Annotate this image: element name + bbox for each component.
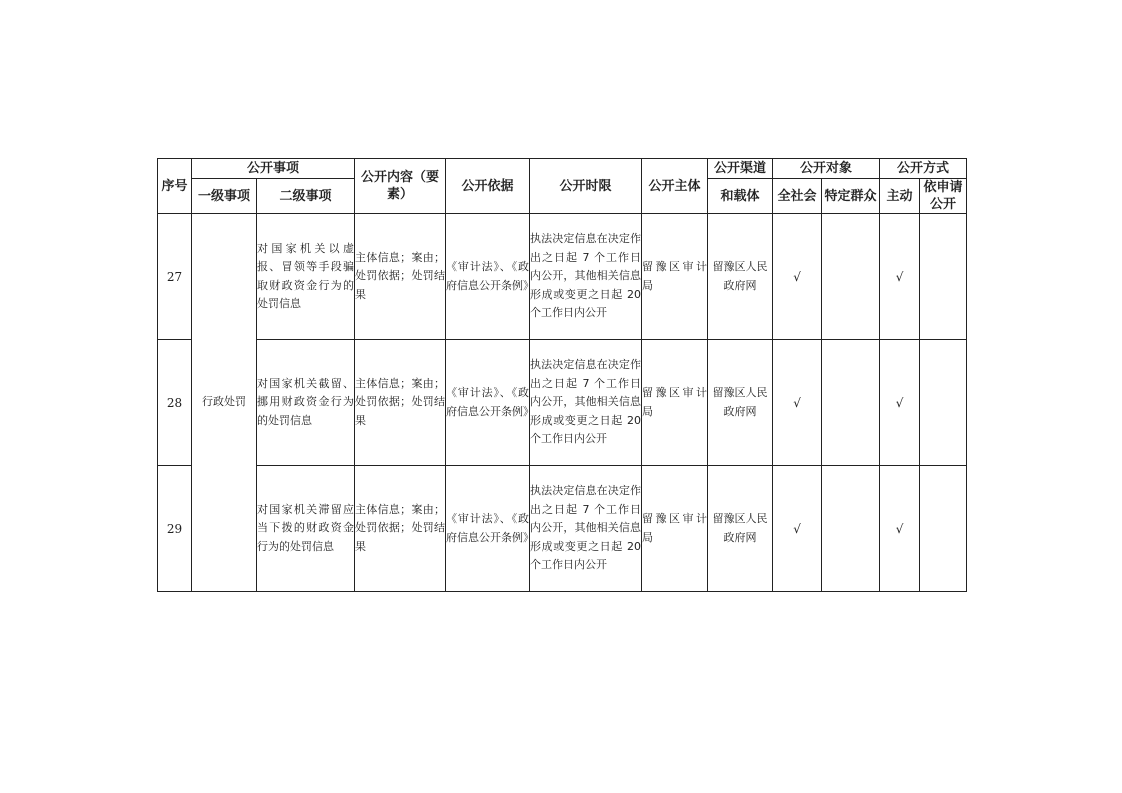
header-row-top <box>158 159 967 179</box>
row-channel: 留豫区人民政府网 <box>708 340 773 466</box>
row-audience-specific-check <box>822 340 880 466</box>
row-content: 主体信息；案由；处罚依据；处罚结果 <box>355 466 446 592</box>
row-level2: 对国家机关滞留应当下拨的财政资金行为的处罚信息 <box>257 466 355 592</box>
table-row <box>158 340 967 466</box>
row-channel: 留豫区人民政府网 <box>708 214 773 340</box>
row-basis: 《审计法》、《政府信息公开条例》 <box>446 214 530 340</box>
header-channel-bottom: 和载体 <box>708 179 773 214</box>
level1-item: 行政处罚 <box>192 214 257 592</box>
table-row <box>158 466 967 592</box>
row-audience-specific-check <box>822 466 880 592</box>
row-basis: 《审计法》、《政府信息公开条例》 <box>446 466 530 592</box>
table-row <box>158 214 967 340</box>
header-audience-all: 全社会 <box>773 179 822 214</box>
row-seq: 28 <box>158 340 192 466</box>
row-seq: 29 <box>158 466 192 592</box>
header-level2: 二级事项 <box>257 179 355 214</box>
header-items: 公开事项 <box>192 159 355 179</box>
row-audience-all-check: √ <box>773 340 822 466</box>
row-subject: 留豫区审计局 <box>642 214 708 340</box>
header-audience: 公开对象 <box>773 159 880 179</box>
header-audience-specific: 特定群众 <box>822 179 880 214</box>
header-level1: 一级事项 <box>192 179 257 214</box>
row-timeframe: 执法决定信息在决定作出之日起 7 个工作日内公开，其他相关信息形成或变更之日起 20 个工作日内公开 <box>530 466 642 592</box>
header-seq: 序号 <box>158 159 192 214</box>
row-audience-all-check: √ <box>773 466 822 592</box>
header-subject: 公开主体 <box>642 159 708 214</box>
row-content: 主体信息；案由；处罚依据；处罚结果 <box>355 214 446 340</box>
row-content: 主体信息；案由；处罚依据；处罚结果 <box>355 340 446 466</box>
row-method-apply-check <box>920 340 967 466</box>
header-timeframe: 公开时限 <box>530 159 642 214</box>
row-timeframe: 执法决定信息在决定作出之日起 7 个工作日内公开，其他相关信息形成或变更之日起 20 个工作日内公开 <box>530 214 642 340</box>
row-subject: 留豫区审计局 <box>642 466 708 592</box>
header-content: 公开内容（要素） <box>355 159 446 214</box>
row-basis: 《审计法》、《政府信息公开条例》 <box>446 340 530 466</box>
row-level2: 对国家机关截留、挪用财政资金行为的处罚信息 <box>257 340 355 466</box>
header-basis: 公开依据 <box>446 159 530 214</box>
row-method-apply-check <box>920 466 967 592</box>
header-channel-top: 公开渠道 <box>708 159 773 179</box>
row-audience-all-check: √ <box>773 214 822 340</box>
row-method-active-check: √ <box>880 466 920 592</box>
header-method-active: 主动 <box>880 179 920 214</box>
row-level2: 对国家机关以虚报、冒领等手段骗取财政资金行为的处罚信息 <box>257 214 355 340</box>
row-method-active-check: √ <box>880 214 920 340</box>
header-method-apply: 依申请公开 <box>920 179 967 214</box>
row-method-apply-check <box>920 214 967 340</box>
disclosure-table <box>157 158 967 592</box>
row-audience-specific-check <box>822 214 880 340</box>
row-subject: 留豫区审计局 <box>642 340 708 466</box>
row-timeframe: 执法决定信息在决定作出之日起 7 个工作日内公开，其他相关信息形成或变更之日起 20 个工作日内公开 <box>530 340 642 466</box>
row-seq: 27 <box>158 214 192 340</box>
header-method: 公开方式 <box>880 159 967 179</box>
row-method-active-check: √ <box>880 340 920 466</box>
row-channel: 留豫区人民政府网 <box>708 466 773 592</box>
